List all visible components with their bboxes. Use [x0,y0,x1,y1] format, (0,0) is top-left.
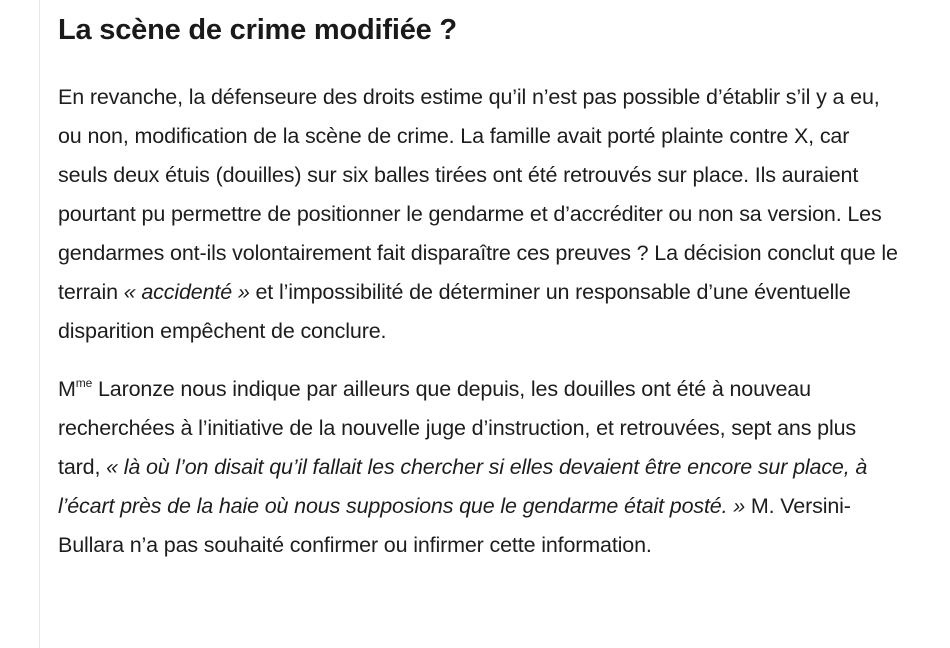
paragraph-text: Laronze nous indique par ailleurs que depuis, les douilles ont été à nouveau recherchées à l’initiative de la nouvelle juge d’instruction, et retrouvées, sept ans plus tard, [58,377,856,479]
paragraph-text: et l’impossibilité de déterminer un responsable d’une éventuelle disparition empêchent de conclure. [58,280,851,343]
paragraph-scene-de-crime [58,78,898,351]
section-heading: La scène de crime modifiée ? [58,14,457,46]
paragraph-text: En revanche, la défenseure des droits estime qu’il n’est pas possible d’établir s’il y a eu, ou non, modification de la scène de crime. La famille avait porté plainte contre X, car seuls deux étuis (douilles) sur six balles tirées ont été retrouvés sur place. Ils auraient pourtant pu permettre de positionner le gendarme et d’accréditer ou non sa version. Les gendarmes ont-ils volontairement fait disparaître ces preuves ? La décision conclut que le terrain [58,85,898,304]
article-section [58,8,898,565]
abbreviation-base: M [58,377,76,401]
quote-accidente: « accidenté » [123,280,250,304]
title-abbreviation [58,377,92,401]
abbreviation-superscript: me [75,376,93,390]
left-margin-rule [39,0,40,648]
paragraph-douilles-retrouvees [58,370,898,565]
quote-laronze: « là où l’on disait qu’il fallait les chercher si elles devaient être encore sur place, à l’écart près de la haie où nous supposions que le gendarme était posté. » [58,455,868,518]
paragraph-text: M. Versini-Bullara n’a pas souhaité confirmer ou infirmer cette information. [58,494,851,557]
